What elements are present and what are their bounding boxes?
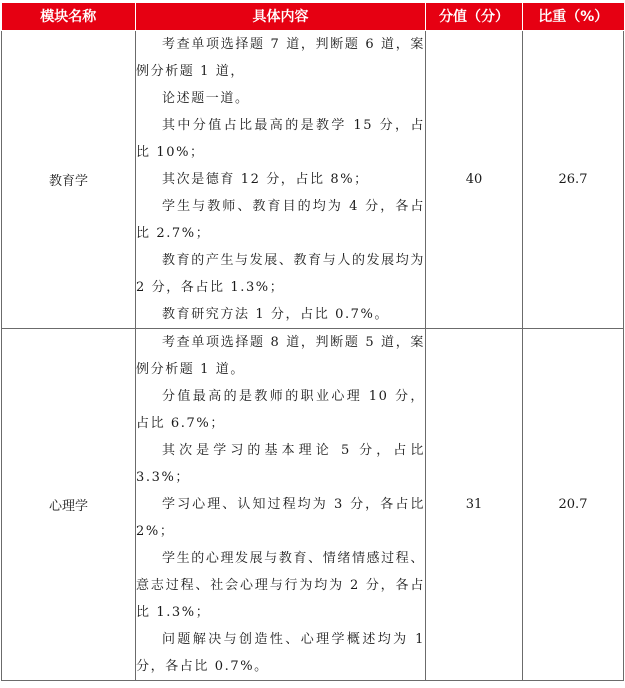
content-paragraph: 其中分值占比最高的是教学 15 分，占比 10%； [136,117,425,160]
content-paragraph: 教育的产生与发展、教育与人的发展均为 2 分，各占比 1.3%； [136,252,425,295]
content-paragraph: 问题解决与创造性、心理学概述均为 1 分，各占比 0.7%。 [136,631,425,674]
module-name-cell: 心理学 [2,328,136,680]
content-paragraph: 学习心理、认知过程均为 3 分，各占比 2%； [136,496,425,539]
score-cell: 31 [426,328,523,680]
table-row [2,30,624,328]
table-row [2,328,624,680]
header-score: 分值（分） [426,3,523,30]
score-distribution-table [1,3,624,681]
content-paragraph: 学生与教师、教育目的均为 4 分，各占比 2.7%； [136,198,425,241]
content-paragraph: 论述题一道。 [162,90,250,106]
header-module-name: 模块名称 [2,3,136,30]
content-cell [136,30,426,328]
module-name-cell: 教育学 [2,30,136,328]
header-content: 具体内容 [136,3,426,30]
content-paragraph: 教育研究方法 1 分，占比 0.7%。 [162,306,390,322]
content-paragraph: 考查单项选择题 8 道，判断题 5 道，案例分析题 1 道。 [136,334,425,377]
table-header-row [2,3,624,30]
score-cell: 40 [426,30,523,328]
ratio-cell: 26.7 [523,30,624,328]
content-cell [136,328,426,680]
content-paragraph: 学生的心理发展与教育、情绪情感过程、意志过程、社会心理与行为均为 2 分，各占比 1.3%； [136,550,425,620]
content-paragraph: 考查单项选择题 7 道，判断题 6 道，案例分析题 1 道， [136,36,425,79]
content-paragraph: 其次是学习的基本理论 5 分，占比 3.3%； [136,442,425,485]
content-paragraph: 其次是德育 12 分，占比 8%； [162,171,369,187]
ratio-cell: 20.7 [523,328,624,680]
content-paragraph: 分值最高的是教师的职业心理 10 分，占比 6.7%； [136,388,425,431]
header-ratio: 比重（%） [523,3,624,30]
